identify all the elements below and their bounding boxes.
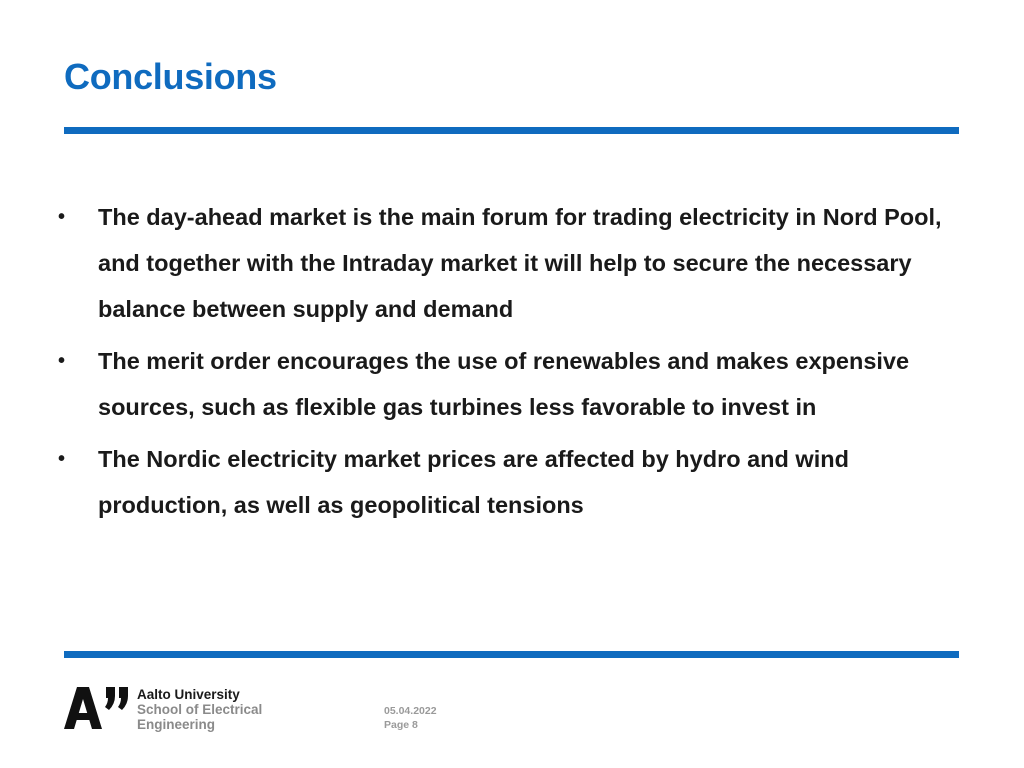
bullet-item — [58, 194, 958, 332]
bottom-divider — [64, 651, 959, 658]
bullet-item — [58, 338, 958, 430]
school-name-line1: School of Electrical — [137, 702, 263, 717]
page-number: Page 8 — [384, 719, 418, 731]
bullet-marker: • — [58, 350, 66, 372]
bullet-list — [58, 194, 958, 534]
university-name: Aalto University — [137, 687, 240, 702]
bullet-marker: • — [58, 206, 66, 228]
slide-date: 05.04.2022 — [384, 705, 437, 717]
bullet-text: The Nordic electricity market prices are affected by hydro and wind production, as well as geopolitical tensions — [98, 446, 849, 518]
top-divider — [64, 127, 959, 134]
university-name-block — [137, 687, 262, 732]
aalto-logo-icon — [62, 686, 130, 730]
slide-title: Conclusions — [64, 56, 277, 97]
school-name-line2: Engineering — [137, 717, 216, 732]
bullet-text: The day-ahead market is the main forum for trading electricity in Nord Pool, and together with the Intraday market it will help to secure the necessary balance between supply and demand — [98, 204, 942, 322]
bullet-marker: • — [58, 448, 66, 470]
bullet-item — [58, 436, 958, 528]
footer-meta — [384, 704, 437, 732]
bullet-text: The merit order encourages the use of renewables and makes expensive sources, such as flexible gas turbines less favorable to invest in — [98, 348, 910, 420]
